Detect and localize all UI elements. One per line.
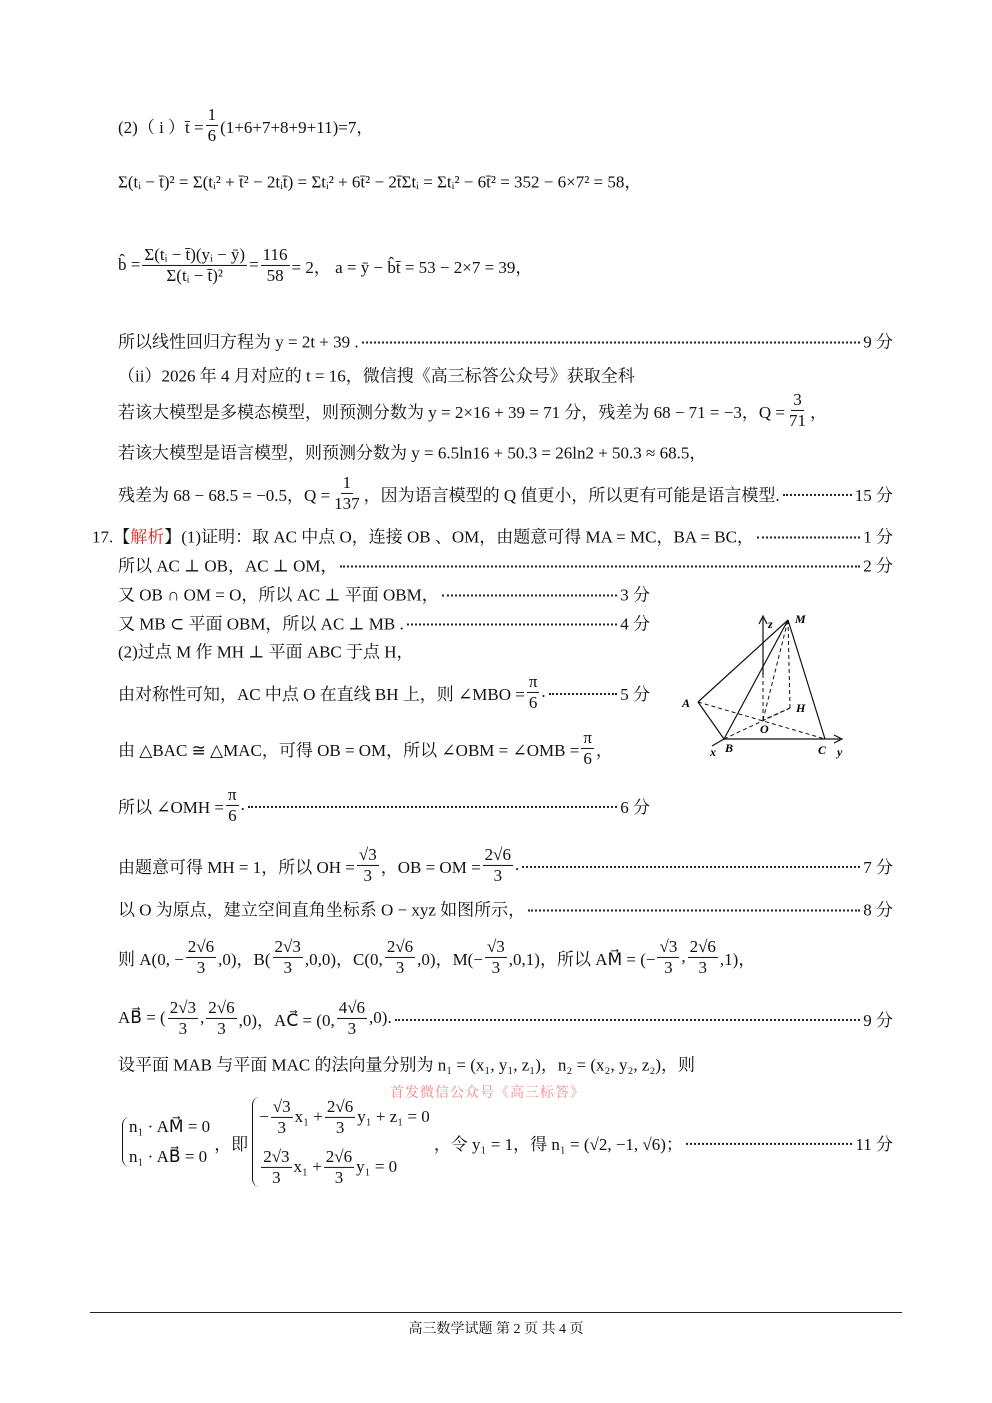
label-C: C <box>818 743 827 757</box>
text-run: 由 △BAC ≅ △MAC，可得 OB = OM，所以 ∠OBM = ∠OMB = <box>118 740 580 760</box>
text-run: 若该大模型是语言模型，则预测分数为 y = 6.5ln16 + 50.3 = 26ln2 + 50.3 ≈ 68.5， <box>118 443 707 463</box>
fraction <box>261 1147 291 1187</box>
text-run: ,0)，M(− <box>417 949 483 969</box>
denominator: 6 <box>207 125 217 145</box>
line-17-points <box>118 937 755 977</box>
denominator: 3 <box>493 865 503 885</box>
footer-divider <box>90 1312 902 1313</box>
numerator: 2√3 <box>263 1147 290 1166</box>
dotted-leader <box>528 909 860 911</box>
fraction <box>581 728 594 768</box>
denominator: 3 <box>334 1167 344 1187</box>
denominator: 71 <box>788 410 806 430</box>
text-run: 残差为 68 − 68.5 = −0.5，Q = <box>118 485 331 505</box>
text-run: . <box>515 855 520 874</box>
dotted-leader <box>549 693 618 695</box>
line-2ii-t16 <box>118 362 635 387</box>
line-17-mb <box>118 610 650 635</box>
text-run: 设平面 MAB 与平面 MAC 的法向量分别为 n₁ = (x₁, y₁, z₁)，n₂ = (x₂, y₂, z₂)，则 <box>118 1055 696 1075</box>
text-run: y₁ = 0 <box>356 1157 398 1177</box>
text-run: . <box>541 682 546 701</box>
score-label: 9 分 <box>863 332 893 352</box>
fraction <box>385 937 415 977</box>
fraction <box>332 473 362 513</box>
numerator: 2√6 <box>187 936 215 956</box>
line-2i-mean <box>118 105 373 145</box>
label-A: A <box>682 696 691 710</box>
text-run: x₁ + <box>293 1157 322 1177</box>
text-run: (2)过点 M 作 MH ⊥ 平面 ABC 于点 H， <box>118 642 414 662</box>
line-17-vectors <box>118 998 893 1038</box>
label-O: O <box>760 722 769 736</box>
line-conclusion <box>118 473 893 513</box>
numerator: √3 <box>358 844 377 864</box>
denominator: 3 <box>178 1018 188 1038</box>
text-run: ,0)，B( <box>218 949 271 969</box>
line-b-hat <box>118 245 532 285</box>
fraction <box>324 1147 354 1187</box>
score-label: 4 分 <box>620 614 650 634</box>
denominator: 6 <box>528 692 538 712</box>
fraction <box>357 845 379 885</box>
label-M: M <box>795 612 806 626</box>
fraction <box>271 1097 293 1137</box>
line-17-system <box>118 1097 893 1187</box>
text-run: ,1)， <box>719 949 756 969</box>
text-run: 17.【 <box>92 527 131 547</box>
text-run: ,0). <box>369 1008 392 1027</box>
score-label: 15 分 <box>854 485 893 505</box>
numerator: √3 <box>659 936 678 956</box>
denominator: 3 <box>277 1117 286 1137</box>
denominator: 3 <box>217 1018 226 1038</box>
fraction <box>527 672 540 712</box>
text-run: ，即 <box>214 1134 249 1154</box>
dotted-leader <box>362 341 861 343</box>
numerator: 2√6 <box>325 1147 353 1166</box>
fraction <box>325 1097 355 1137</box>
line-17-omh <box>118 785 650 825</box>
score-label: 6 分 <box>620 797 650 817</box>
label-y: y <box>837 745 843 759</box>
fraction <box>337 998 367 1038</box>
numerator: 2√3 <box>169 997 197 1017</box>
text-run: ,0,0)，C(0, <box>304 949 383 969</box>
text-run: ,0)，AC⃗ = (0, <box>238 1010 335 1030</box>
score-label: 1 分 <box>863 527 893 547</box>
denominator: 58 <box>266 265 284 285</box>
text-run: , <box>200 1008 205 1027</box>
equation-system <box>122 1117 210 1167</box>
text-run: n₁ · AM⃗ = 0 <box>129 1117 211 1136</box>
text-run: ， <box>809 402 827 422</box>
numerator: 2√6 <box>208 997 235 1017</box>
text-run: x₁ + <box>294 1106 323 1126</box>
numerator: 116 <box>262 244 288 264</box>
text-run: − <box>259 1106 269 1126</box>
line-17-perp <box>118 552 893 577</box>
dotted-leader <box>442 594 618 596</box>
equation-row <box>129 1117 210 1137</box>
dotted-leader <box>340 565 860 567</box>
text-run: 若该大模型是多模态模型，则预测分数为 y = 2×16 + 39 = 71 分，残差为 68 − 71 = −3，Q = <box>118 402 785 422</box>
label-x: x <box>710 745 716 759</box>
label-H: H <box>796 701 806 715</box>
text-run: 则 A(0, − <box>118 949 184 969</box>
dotted-leader <box>248 806 617 808</box>
line-regression-equation <box>118 328 893 353</box>
numerator: π <box>528 671 538 691</box>
numerator: π <box>228 784 237 804</box>
line-17-coords <box>118 896 893 921</box>
text-run: 以 O 为原点，建立空间直角坐标系 O − xyz 如图所示， <box>118 900 526 920</box>
text-run: (1+6+7+8+9+11)=7， <box>220 117 374 137</box>
denominator: 3 <box>491 957 501 977</box>
page-footer: 高三数学试题 第 2 页 共 4 页 <box>408 1322 584 1337</box>
denominator: 6 <box>583 748 592 768</box>
fraction <box>261 245 290 285</box>
fraction <box>168 998 198 1038</box>
dotted-leader <box>757 536 860 538</box>
text-run: ，OB = OM = <box>380 857 481 877</box>
text-run: 由题意可得 MH = 1，所以 OH = <box>118 857 355 877</box>
equation-row <box>259 1147 430 1187</box>
text-run: AB⃗ = ( <box>118 1008 166 1027</box>
score-label: 8 分 <box>863 900 893 920</box>
denominator: 3 <box>272 1167 281 1187</box>
text-run: ，因为语言模型的 Q 值更小，所以更有可能是语言模型. <box>363 485 780 505</box>
fraction <box>186 937 216 977</box>
text-run: 由对称性可知，AC 中点 O 在直线 BH 上，则 ∠MBO = <box>118 684 525 704</box>
numerator: 2√6 <box>326 1096 354 1116</box>
fraction <box>273 937 303 977</box>
text-run: n₁ · AB⃗ = 0 <box>129 1147 208 1166</box>
text-run: 又 MB ⊂ 平面 OBM，所以 AC ⊥ MB . <box>118 614 404 634</box>
numerator: 2√6 <box>484 844 511 864</box>
text-run: = <box>249 255 259 274</box>
numerator: √3 <box>272 1096 291 1116</box>
denominator: 3 <box>347 1018 357 1038</box>
line-17-plane <box>118 581 650 606</box>
numerator: 1 <box>342 472 352 492</box>
denominator: 3 <box>698 957 707 977</box>
fraction <box>206 998 236 1038</box>
line-sum-squares <box>118 168 641 193</box>
analysis-label: 解析 <box>130 527 165 547</box>
text-run: , <box>681 947 686 966</box>
line-17-congruent <box>118 728 613 768</box>
dotted-leader <box>783 494 852 496</box>
denominator: 3 <box>363 865 373 885</box>
dotted-leader <box>395 1019 861 1021</box>
denominator: 137 <box>334 493 360 513</box>
pyramid-figure <box>680 600 860 770</box>
score-label: 7 分 <box>863 857 893 877</box>
numerator: 2√6 <box>386 936 414 956</box>
score-label: 3 分 <box>620 585 650 605</box>
text-run: Σ(tᵢ − t̄)² = Σ(tᵢ² + t̄² − 2tᵢt̄) = Σtᵢ² + 6t̄² − 2t̄Σtᵢ = Σtᵢ² − 6t̄² = 352 − 6×7² = 58， <box>118 172 642 192</box>
watermark: 首发微信公众号《高三标答》 <box>390 1086 585 1101</box>
denominator: 3 <box>664 957 673 977</box>
equation-row <box>259 1097 430 1137</box>
score-label: 2 分 <box>863 556 893 576</box>
denominator: Σ(tᵢ − t̄)² <box>166 265 224 285</box>
fraction <box>787 390 808 430</box>
text-run: ,0,1)，所以 AM⃗ = (− <box>508 949 656 969</box>
text-run: = 2， a = ȳ − b̂t̄ = 53 − 2×7 = 39， <box>291 257 533 277</box>
denominator: 3 <box>283 957 292 977</box>
text-run: （ii）2026 年 4 月对应的 t = 16，微信搜《高三标答公众号》获取全科 <box>118 366 635 386</box>
text-run: 】(1)证明：取 AC 中点 O，连接 OB 、OM，由题意可得 MA = MC，BA = BC， <box>164 527 754 547</box>
text-run: . <box>240 795 245 814</box>
line-language-model <box>118 439 706 464</box>
fraction <box>206 105 219 145</box>
fraction <box>483 845 513 885</box>
text-run: (2)（ i ）t̄ = <box>118 117 204 137</box>
line-17-normals <box>118 1051 695 1076</box>
equation-row <box>129 1147 210 1167</box>
fraction <box>657 937 679 977</box>
text-run: 所以 AC ⊥ OB，AC ⊥ OM， <box>118 556 338 576</box>
fraction <box>485 937 507 977</box>
line-17-2 <box>118 638 414 663</box>
dotted-leader <box>407 623 618 625</box>
line-17-mh <box>118 845 893 885</box>
numerator: √3 <box>486 936 505 956</box>
text-run: ， <box>595 740 613 760</box>
denominator: 3 <box>335 1117 345 1137</box>
label-z: z <box>768 617 773 631</box>
text-run: ，令 y₁ = 1，得 n₁ = (√2, −1, √6)； <box>433 1134 683 1154</box>
text-run: 所以 ∠OMH = <box>118 797 225 817</box>
denominator: 3 <box>395 957 405 977</box>
line-multimodal <box>118 390 827 430</box>
fraction <box>142 245 247 285</box>
numerator: Σ(tᵢ − t̄)(yᵢ − ȳ) <box>144 244 246 264</box>
label-B: B <box>725 741 734 755</box>
line-17-start <box>92 523 893 548</box>
numerator: 4√6 <box>338 997 366 1017</box>
denominator: 3 <box>196 957 206 977</box>
text-run: y₁ + z₁ = 0 <box>357 1106 430 1126</box>
dotted-leader <box>686 1143 852 1145</box>
numerator: 3 <box>793 389 802 409</box>
text-run: 又 OB ∩ OM = O，所以 AC ⊥ 平面 OBM， <box>118 585 439 605</box>
numerator: 1 <box>207 104 217 124</box>
numerator: 2√6 <box>689 936 716 956</box>
score-label: 11 分 <box>855 1134 893 1154</box>
text-run: 所以线性回归方程为 y = 2t + 39 . <box>118 332 359 352</box>
line-17-symmetry <box>118 672 650 712</box>
score-label: 5 分 <box>620 684 650 704</box>
denominator: 6 <box>228 805 237 825</box>
numerator: π <box>583 727 592 747</box>
numerator: 2√3 <box>274 936 301 956</box>
fraction <box>226 785 239 825</box>
fraction <box>688 937 718 977</box>
score-label: 9 分 <box>863 1010 893 1030</box>
dotted-leader <box>522 866 860 868</box>
text-run: b̂ = <box>118 255 141 274</box>
equation-system <box>252 1097 430 1187</box>
